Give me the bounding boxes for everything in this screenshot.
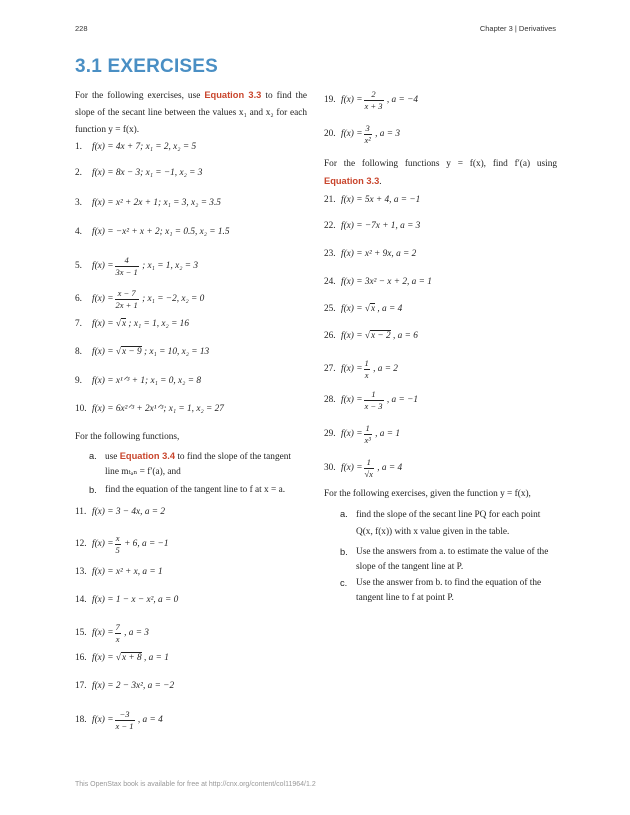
- intro-paragraph-2: For the following functions,: [75, 432, 180, 442]
- fraction: [364, 458, 374, 478]
- exercise-number: 5.: [75, 261, 82, 272]
- exercise-function: f(x) =: [92, 294, 114, 305]
- exercise-item: [324, 304, 402, 315]
- exercise-number: 15.: [75, 628, 87, 639]
- item-label: a.: [89, 451, 97, 461]
- exercise-function: f(x) =: [341, 395, 363, 406]
- exercise-function: f(x) = √: [341, 304, 370, 314]
- exercise-item: [324, 249, 416, 260]
- exercise-function: f(x) =: [341, 95, 363, 106]
- exercise-number: 3.: [75, 198, 82, 208]
- exercise-function: f(x) = x² + 2x + 1;: [92, 198, 162, 208]
- exercise-function: f(x) = √: [92, 347, 121, 357]
- exercise-number: 10.: [75, 404, 87, 414]
- exercise-item: [75, 404, 224, 415]
- instruction-item-b: [89, 483, 307, 498]
- fraction-numerator: 7: [115, 622, 120, 632]
- fraction: [364, 390, 384, 410]
- exercise-values: , a = 1: [143, 653, 169, 663]
- exercise-function: f(x) = 5x + 4, a = −1: [341, 195, 421, 205]
- exercise-function: f(x) = x² + x, a = 1: [92, 567, 163, 577]
- item-text-after: to find the slope of the tangent line mₜₐₙ = f′(a), and: [105, 452, 291, 477]
- exercise-function: f(x) =: [341, 463, 363, 474]
- item-text: Use the answer from b. to find the equation of the tangent line to f at point P.: [356, 578, 542, 603]
- exercise-item: [324, 390, 418, 410]
- intro-paragraph-1: [75, 87, 307, 139]
- exercise-item: [324, 195, 420, 206]
- intro-paragraph-3: [324, 156, 557, 191]
- exercise-function: f(x) = 2 − 3x², a = −2: [92, 681, 175, 691]
- exercise-function: f(x) =: [92, 628, 114, 639]
- exercise-values: , a = 4: [377, 304, 403, 314]
- radicand: x + 8: [121, 653, 142, 663]
- exercise-function: f(x) = √: [341, 331, 370, 341]
- exercise-number: 1.: [75, 142, 82, 152]
- exercise-function: f(x) = 8x − 3;: [92, 168, 144, 178]
- exercise-function: f(x) =: [92, 539, 114, 550]
- exercise-item: [75, 567, 163, 578]
- equation-ref-link[interactable]: Equation 3.3: [324, 176, 380, 186]
- exercise-values: ; x₁ = 1, x₂ = 3: [142, 261, 199, 272]
- exercise-number: 25.: [324, 304, 336, 314]
- footer-note: This OpenStax book is available for free at http://cnx.org/content/col11964/1.2: [75, 781, 316, 788]
- fraction-numerator: 2: [364, 90, 384, 101]
- exercise-number: 16.: [75, 653, 87, 663]
- exercise-item: [75, 681, 174, 692]
- exercise-function: f(x) = 1 − x − x², a = 0: [92, 595, 179, 605]
- fraction-denominator: x: [115, 633, 120, 644]
- fraction-denominator: 3x − 1: [115, 266, 138, 277]
- fraction-numerator: 1: [364, 424, 372, 435]
- exercise-values: , a = 2: [373, 364, 398, 375]
- exercise-number: 23.: [324, 249, 336, 259]
- exercise-item: [75, 142, 196, 153]
- exercise-function: f(x) = 3x² − x + 2, a = 1: [341, 277, 432, 287]
- radicand: x: [121, 319, 127, 329]
- fraction-numerator: 1: [364, 358, 369, 368]
- fraction-denominator: x²: [364, 134, 371, 145]
- exercise-item: [75, 534, 168, 554]
- instruction-item-a: [340, 507, 557, 541]
- fraction: [364, 124, 372, 144]
- exercise-values: x₁ = 0, x₂ = 8: [150, 376, 201, 386]
- exercise-number: 12.: [75, 539, 87, 550]
- item-text: find the slope of the secant line PQ for each point Q(x, f(x)) with x value given in the table.: [356, 510, 541, 537]
- exercise-item: [324, 221, 420, 232]
- page-number: 228: [75, 24, 88, 33]
- exercise-number: 28.: [324, 395, 336, 406]
- exercise-number: 14.: [75, 595, 87, 605]
- exercise-function: f(x) = 4x + 7;: [92, 142, 144, 152]
- exercise-number: 6.: [75, 294, 82, 305]
- exercise-number: 29.: [324, 429, 336, 440]
- fraction-numerator: −3: [115, 710, 135, 721]
- exercise-number: 27.: [324, 364, 336, 375]
- exercise-number: 4.: [75, 227, 82, 237]
- instruction-item-a: [89, 449, 307, 480]
- exercise-item: [75, 319, 189, 330]
- fraction-denominator: x: [364, 369, 369, 380]
- intro3-after: .: [379, 177, 382, 187]
- intro3-before: For the following functions y = f(x), find f′(a) using: [324, 159, 557, 169]
- exercise-item: [75, 256, 198, 276]
- exercise-item: [324, 331, 418, 342]
- exercise-function: f(x) = −7x + 1, a = 3: [341, 221, 421, 231]
- fraction-denominator: 2x + 1: [115, 299, 138, 310]
- item-text: find the equation of the tangent line to f at x = a.: [105, 485, 286, 495]
- exercise-function: f(x) =: [92, 715, 114, 726]
- exercise-values: , a = 6: [392, 331, 418, 341]
- exercise-values: + 6, a = −1: [124, 539, 169, 550]
- fraction-denominator: x − 1: [115, 720, 134, 731]
- exercise-function: f(x) = 3 − 4x, a = 2: [92, 507, 166, 517]
- exercise-values: ; x₁ = −2, x₂ = 0: [142, 294, 205, 305]
- fraction-numerator: 3: [364, 124, 372, 135]
- exercise-function: f(x) = −x² + x + 2;: [92, 227, 163, 237]
- exercise-number: 30.: [324, 463, 336, 474]
- exercise-values: , a = −1: [386, 395, 418, 406]
- exercise-item: [75, 507, 165, 518]
- exercise-item: [324, 90, 418, 110]
- exercise-values: x₁ = 3, x₂ = 3.5: [163, 198, 221, 208]
- fraction-denominator: 5: [115, 544, 120, 555]
- item-label: a.: [340, 509, 348, 519]
- fraction: [115, 289, 139, 309]
- exercise-function: f(x) =: [92, 261, 114, 272]
- exercise-item: [75, 227, 230, 238]
- exercise-function: f(x) = x¹ᐟ³ + 1;: [92, 376, 149, 386]
- exercise-number: 11.: [75, 507, 87, 517]
- fraction: [115, 710, 135, 730]
- item-text: Use the answers from a. to estimate the value of the slope of the tangent line at P.: [356, 547, 549, 572]
- exercise-values: ; x₁ = 1, x₂ = 16: [128, 319, 189, 329]
- fraction: [364, 424, 372, 444]
- item-label: c.: [340, 578, 348, 588]
- exercise-function: f(x) =: [341, 129, 363, 140]
- exercise-item: [75, 347, 209, 358]
- exercise-values: , a = 3: [375, 129, 401, 140]
- exercise-item: [75, 289, 204, 309]
- exercise-values: , a = −4: [386, 95, 418, 106]
- exercise-number: 24.: [324, 277, 336, 287]
- exercise-number: 8.: [75, 347, 82, 357]
- instruction-item-c: [340, 576, 557, 606]
- exercise-values: , a = 4: [137, 715, 163, 726]
- exercise-item: [324, 458, 402, 478]
- exercise-item: [75, 198, 221, 209]
- exercise-function: f(x) = √: [92, 319, 121, 329]
- exercise-function: f(x) = 6x²ᐟ³ + 2x¹ᐟ³;: [92, 404, 167, 414]
- exercise-values: , a = 1: [375, 429, 401, 440]
- fraction: [115, 623, 121, 643]
- radicand: x − 2: [370, 331, 391, 341]
- exercise-item: [75, 595, 178, 606]
- exercise-number: 17.: [75, 681, 87, 691]
- fraction: [364, 359, 370, 379]
- exercise-item: [75, 168, 202, 179]
- item-text-before: use: [105, 452, 118, 462]
- intro-paragraph-4: For the following exercises, given the function y = f(x),: [324, 489, 531, 499]
- fraction-numerator: 1: [364, 390, 384, 401]
- exercise-function: f(x) = √: [92, 653, 121, 663]
- item-label: b.: [340, 547, 348, 557]
- exercise-item: [324, 277, 432, 288]
- fraction-numerator: 4: [115, 256, 139, 267]
- exercise-item: [75, 376, 201, 387]
- intro1-before: For the following exercises, use: [75, 91, 201, 101]
- fraction-numerator: x: [115, 533, 120, 543]
- exercise-item: [324, 424, 400, 444]
- exercise-values: x₁ = 0.5, x₂ = 1.5: [165, 227, 230, 237]
- exercise-number: 26.: [324, 331, 336, 341]
- exercise-number: 21.: [324, 195, 336, 205]
- section-title: 3.1 EXERCISES: [75, 56, 219, 77]
- exercise-item: [75, 623, 149, 643]
- exercise-number: 2.: [75, 168, 82, 178]
- exercise-values: , a = 3: [124, 628, 149, 639]
- exercise-number: 22.: [324, 221, 336, 231]
- exercise-values: x₁ = 1, x₂ = 27: [168, 404, 224, 414]
- exercise-item: [75, 710, 163, 730]
- exercise-item: [324, 124, 400, 144]
- fraction-numerator: 1: [364, 458, 374, 469]
- item-label: b.: [89, 485, 97, 495]
- exercise-function: f(x) = x² + 9x, a = 2: [341, 249, 417, 259]
- fraction: [115, 534, 121, 554]
- fraction: [115, 256, 139, 276]
- radicand: x − 9: [121, 347, 142, 357]
- exercise-number: 19.: [324, 95, 336, 106]
- exercise-number: 18.: [75, 715, 87, 726]
- exercise-values: , a = 4: [377, 463, 403, 474]
- fraction-numerator: x − 7: [115, 289, 139, 300]
- fraction-denominator: x − 3: [364, 400, 383, 411]
- exercise-values: ; x₁ = 10, x₂ = 13: [143, 347, 210, 357]
- exercise-item: [324, 359, 398, 379]
- fraction-denominator: x³: [364, 434, 371, 445]
- exercise-item: [75, 653, 169, 664]
- instruction-item-b: [340, 545, 557, 575]
- equation-ref-link[interactable]: Equation 3.4: [119, 451, 176, 461]
- exercise-number: 13.: [75, 567, 87, 577]
- exercise-values: x₁ = −1, x₂ = 3: [145, 168, 203, 178]
- radicand: x: [370, 304, 376, 314]
- chapter-header: Chapter 3 | Derivatives: [479, 24, 556, 33]
- exercise-values: x₁ = 2, x₂ = 5: [145, 142, 197, 152]
- intro1-after: to find the slope of the secant line between the values x₁ and x₂ for each function y = f(x).: [75, 91, 307, 135]
- fraction: [364, 90, 384, 110]
- exercise-number: 7.: [75, 319, 82, 329]
- equation-ref-link[interactable]: Equation 3.3: [204, 90, 262, 100]
- exercise-function: f(x) =: [341, 364, 363, 375]
- fraction-denominator: x + 3: [364, 100, 383, 111]
- exercise-function: f(x) =: [341, 429, 363, 440]
- exercise-number: 9.: [75, 376, 82, 386]
- fraction-denominator: √x: [364, 468, 373, 479]
- exercise-number: 20.: [324, 129, 336, 140]
